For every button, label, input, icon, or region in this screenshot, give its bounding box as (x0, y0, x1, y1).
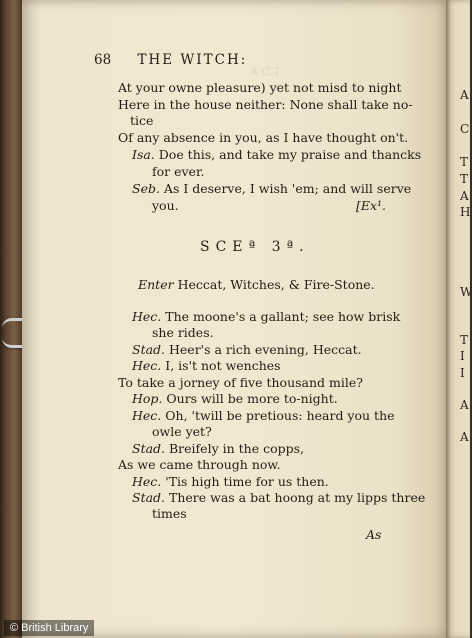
speech-line (132, 358, 281, 373)
margin-letter: A (460, 88, 469, 102)
speaker-name: Stad. (132, 441, 166, 456)
speech-line (132, 441, 304, 456)
margin-letter: A (460, 430, 469, 444)
book-page (22, 0, 446, 638)
facing-page-edge (446, 0, 470, 638)
margin-letter: H (460, 205, 471, 219)
speech-text: The moone's a gallant; see how brisk (165, 309, 401, 324)
speech-continuation: for ever. (152, 164, 205, 179)
running-title: THE WITCH: (137, 52, 248, 68)
speech-text: 'Tis high time for us then. (165, 474, 329, 489)
bleed-through-text: A C T (250, 65, 281, 78)
speech-text: Oh, 'twill be pretious: heard you the (165, 408, 395, 423)
text-line: tice (130, 113, 154, 128)
page-number: 68 (94, 52, 112, 68)
speech-line (132, 391, 338, 406)
speech-text: Doe this, and take my praise and thancks (158, 147, 422, 162)
speech-text: Ours will be more to-night. (166, 391, 338, 406)
text-line: As we came through now. (118, 457, 281, 472)
text-line: To take a jorney of five thousand mile? (118, 375, 363, 390)
speech-text: There was a bat hoong at my lipps three (169, 490, 426, 505)
margin-letter: I (460, 366, 465, 380)
speech-text: As I deserve, I wish 'em; and will serve (163, 181, 412, 196)
speech-continuation: times (152, 506, 187, 521)
speech-line (132, 147, 421, 162)
speaker-name: Stad. (132, 490, 166, 505)
margin-letter: C (460, 122, 470, 136)
text-line: Of any absence in you, as I have thought on't. (118, 130, 409, 145)
margin-letter: I (460, 349, 465, 363)
speech-line (132, 309, 400, 324)
stage-direction-enter: Enter (138, 277, 174, 292)
image-credit: © British Library (4, 620, 94, 636)
stage-direction (138, 277, 375, 292)
scene-heading: SCEª 3ª. (200, 239, 310, 255)
speech-line (132, 490, 425, 505)
speaker-name: Seb. (132, 181, 160, 196)
speaker-name: Stad. (132, 342, 166, 357)
speech-text: I, is't not wenches (165, 358, 281, 373)
speech-continuation: owle yet? (152, 424, 212, 439)
speaker-name: Hec. (132, 474, 162, 489)
speaker-name: Hec. (132, 408, 162, 423)
margin-letter: T (460, 155, 469, 169)
exit-direction: [Ex¹. (356, 198, 387, 213)
margin-letter: T (460, 172, 469, 186)
margin-letter: W (460, 285, 472, 299)
speech-line (132, 408, 395, 423)
margin-letter: A (460, 189, 469, 203)
margin-letter: A (460, 398, 469, 412)
speech-continuation: you. (152, 198, 179, 213)
text-line: At your owne pleasure) yet not misd to night (118, 80, 402, 95)
speech-text: Heer's a rich evening, Heccat. (169, 342, 362, 357)
speaker-name: Isa. (132, 147, 155, 162)
speaker-name: Hec. (132, 358, 162, 373)
speaker-name: Hop. (132, 391, 163, 406)
catchword: As (366, 527, 382, 542)
speaker-name: Hec. (132, 309, 162, 324)
speech-line (132, 181, 411, 196)
running-header (94, 52, 247, 68)
speech-line (132, 342, 362, 357)
speech-continuation: she rides. (152, 325, 214, 340)
stage-direction-names: Heccat, Witches, & Fire-Stone. (177, 277, 375, 292)
speech-line (132, 474, 329, 489)
speech-text: Breifely in the copps, (169, 441, 304, 456)
margin-letter: T (460, 333, 469, 347)
text-line: Here in the house neither: None shall take no- (118, 97, 413, 112)
